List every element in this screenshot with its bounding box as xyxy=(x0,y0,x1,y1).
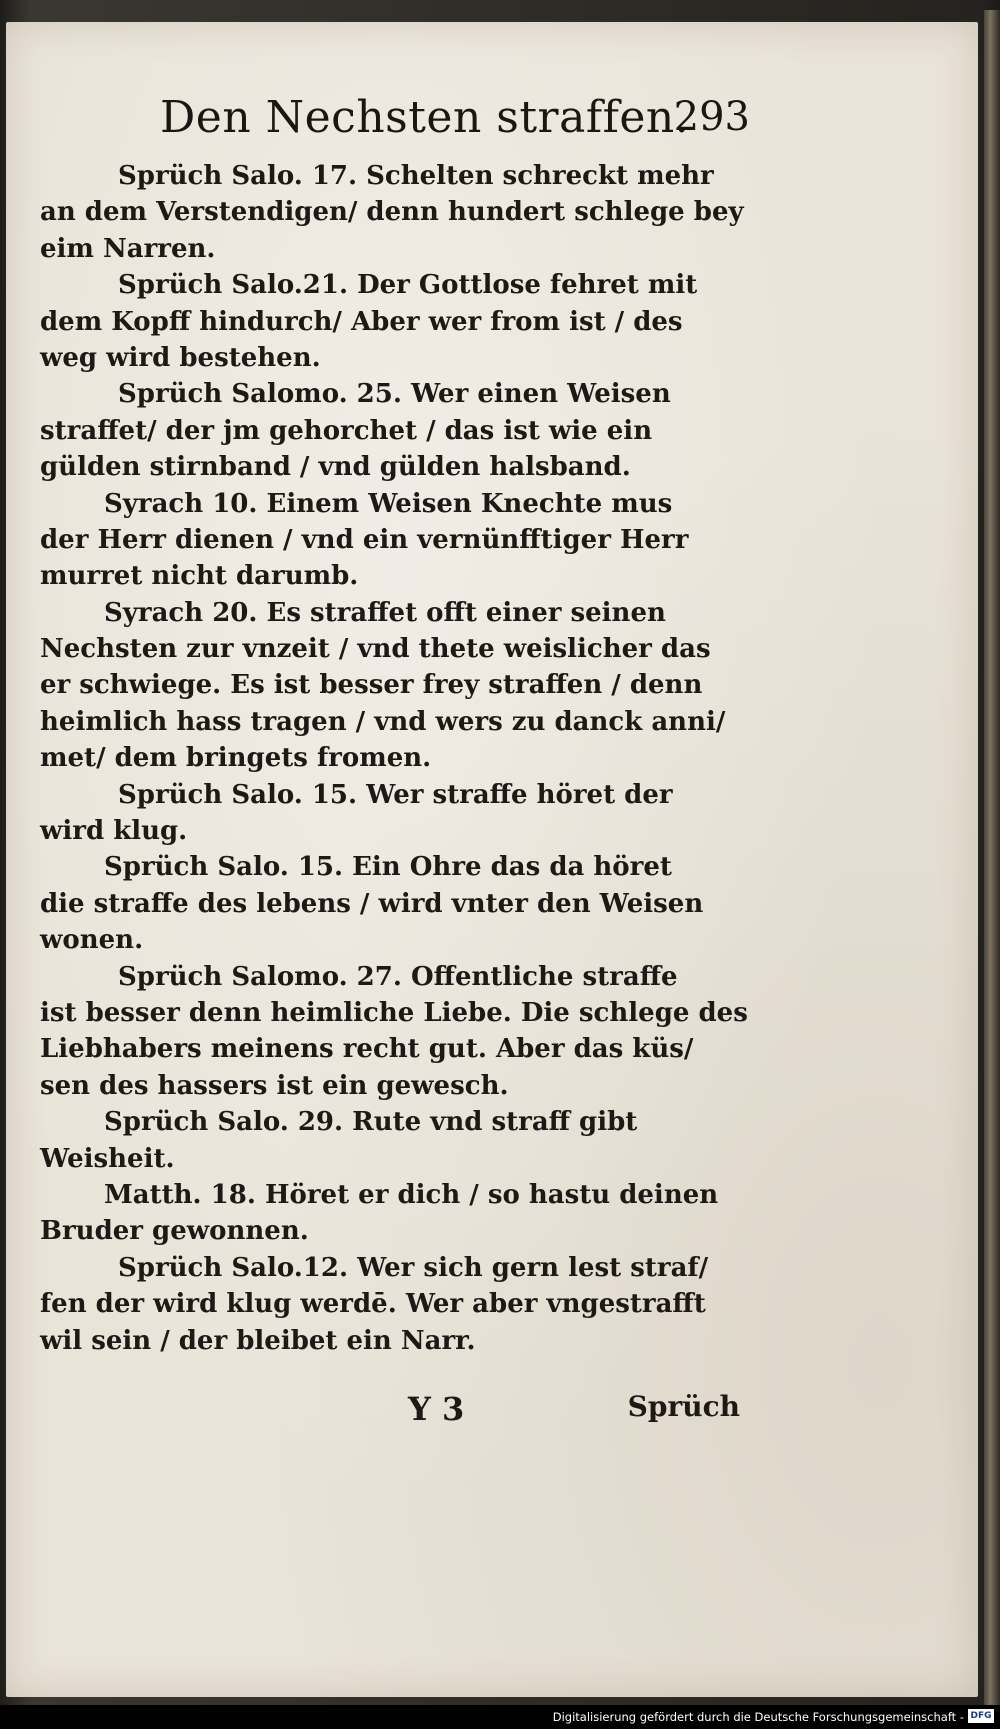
catchword: Sprüch xyxy=(627,1390,740,1423)
text-line: Sprüch Salo. 17. Schelten schreckt mehr xyxy=(118,161,714,191)
text-line: Weisheit. xyxy=(40,1143,175,1174)
text-line: Sprüch Salomo. 27. Offentliche straffe xyxy=(118,961,678,992)
text-line: Sprüch Salo. 15. Wer straffe höret der xyxy=(118,779,673,810)
text-line: straffet/ der jm gehorchet / das ist wie ein xyxy=(40,415,653,446)
running-head: Den Nechsten straffen. xyxy=(160,92,690,143)
text-line: wonen. xyxy=(40,925,144,956)
text-line: er schwiege. Es ist besser frey straffen / denn xyxy=(40,670,703,701)
text-line: murret nicht darumb. xyxy=(40,561,359,592)
page-footer xyxy=(400,1390,740,1440)
text-line: Sprüch Salomo. 25. Wer einen Weisen xyxy=(118,379,671,410)
text-line: Sprüch Salo.21. Der Gottlose fehret mit xyxy=(118,270,698,301)
text-line: gülden stirnband / vnd gülden halsband. xyxy=(40,452,631,483)
page-number: 293 xyxy=(673,94,750,140)
text-line: Syrach 20. Es straffet offt einer seinen xyxy=(104,597,666,628)
text-line: die straffe des lebens / wird vnter den Weisen xyxy=(40,888,704,919)
text-line: Syrach 10. Einem Weisen Knechte mus xyxy=(104,488,673,519)
dfg-logo-icon: DFG xyxy=(968,1709,994,1723)
text-line: Sprüch Salo.12. Wer sich gern lest straf/ xyxy=(118,1252,709,1283)
text-line: weg wird bestehen. xyxy=(40,342,321,373)
text-line: dem Kopff hindurch/ Aber wer from ist / des xyxy=(40,306,683,337)
signature-mark: Y 3 xyxy=(408,1390,465,1428)
text-line: met/ dem bringets fromen. xyxy=(40,743,432,774)
text-line: Nechsten zur vnzeit / vnd thete weislicher das xyxy=(40,634,711,665)
text-line: sen des hassers ist ein gewesch. xyxy=(40,1070,509,1101)
text-line: der Herr dienen / vnd ein vernünfftiger Herr xyxy=(40,524,689,555)
text-line: fen der wird klug werdē. Wer aber vngestrafft xyxy=(40,1289,706,1320)
text-line: Liebhabers meinens recht gut. Aber das küs/ xyxy=(40,1034,694,1065)
text-line: Sprüch Salo. 29. Rute vnd straff gibt xyxy=(104,1107,638,1138)
page-header xyxy=(160,92,750,162)
text-line: Bruder gewonnen. xyxy=(40,1216,309,1247)
book-edge xyxy=(984,10,1000,1705)
text-line: Matth. 18. Höret er dich / so hastu deinen xyxy=(104,1179,719,1210)
text-line: eim Narren. xyxy=(40,233,216,264)
text-line: wird klug. xyxy=(40,816,188,847)
page-text xyxy=(40,158,748,1359)
digitization-credit: Digitalisierung gefördert durch die Deutsche Forschungsgemeinschaft - xyxy=(552,1710,964,1724)
text-line: wil sein / der bleibet ein Narr. xyxy=(40,1325,476,1356)
text-line: ist besser denn heimliche Liebe. Die schlege des xyxy=(40,997,748,1028)
text-line: heimlich hass tragen / vnd wers zu danck anni/ xyxy=(40,706,726,737)
text-line: an dem Verstendigen/ denn hundert schlege bey xyxy=(40,197,744,228)
text-line: Sprüch Salo. 15. Ein Ohre das da höret xyxy=(104,852,672,883)
